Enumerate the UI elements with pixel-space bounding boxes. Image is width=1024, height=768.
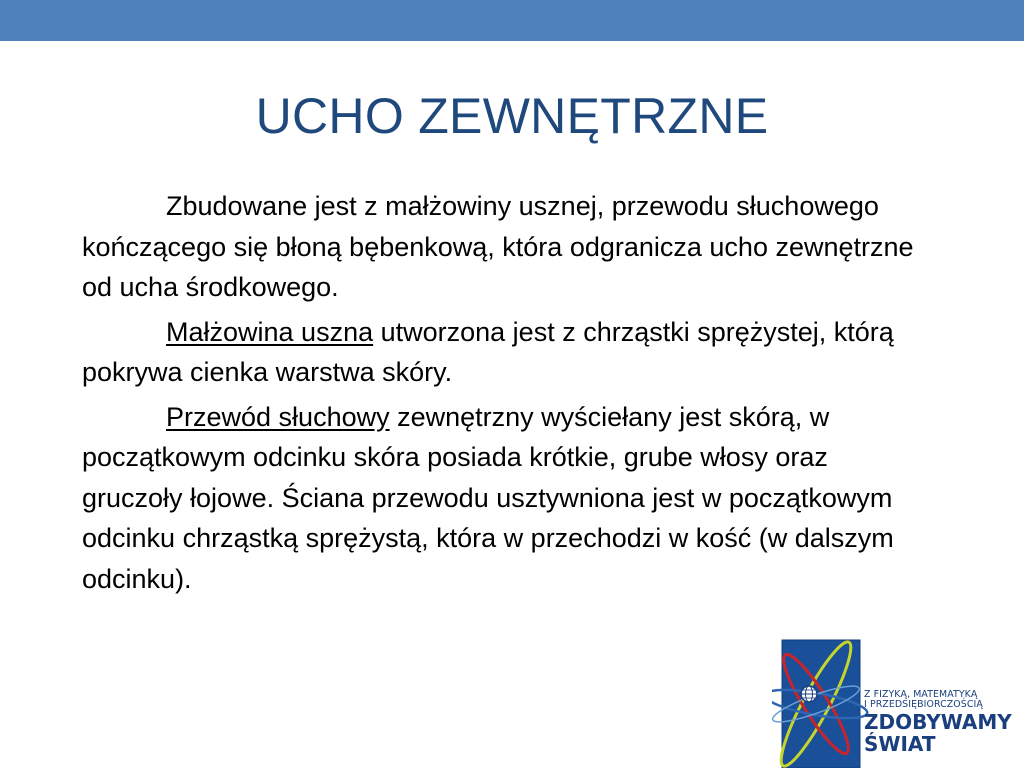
paragraph-intro [82,186,922,308]
paragraph-auricle [82,312,922,393]
paragraph-ear-canal [82,397,922,600]
top-accent-bar [0,0,1024,41]
paragraph-ear-canal-text: zewnętrzny wyściełany jest skórą, w początkowym odcinku skóra posiada krótkie, grube włosy oraz gruczoły łojowe. Ściana przewodu usztywniona jest w początkowym odcinku chrząstką sprężystą, która w przechodzi w kość (w dalszym odcinku). [82,401,894,594]
slide-title: UCHO ZEWNĘTRZNE [255,88,769,144]
paragraph-intro-text: Zbudowane jest z małżowiny usznej, przewodu słuchowego kończącego się błoną bębenkową, która odgranicza ucho zewnętrzne od ucha środkowego. [82,191,914,302]
logo-text-line1: Z FIZYKĄ, MATEMATYKĄ [864,689,978,700]
logo-text-line4: ŚWIAT [864,732,936,756]
term-auricle: Małżowina uszna [166,316,374,347]
slide-body [82,186,922,599]
paragraph-auricle-text: utworzona jest z chrząstki sprężystej, którą pokrywa cienka warstwa skóry. [82,316,894,387]
term-ear-canal: Przewód słuchowy [166,401,390,432]
logo-text-line3: ZDOBYWAMY [864,710,1012,734]
project-logo [772,622,1024,768]
logo-text-line2: I PRZEDSIĘBIORCZOŚCIĄ [864,699,983,710]
